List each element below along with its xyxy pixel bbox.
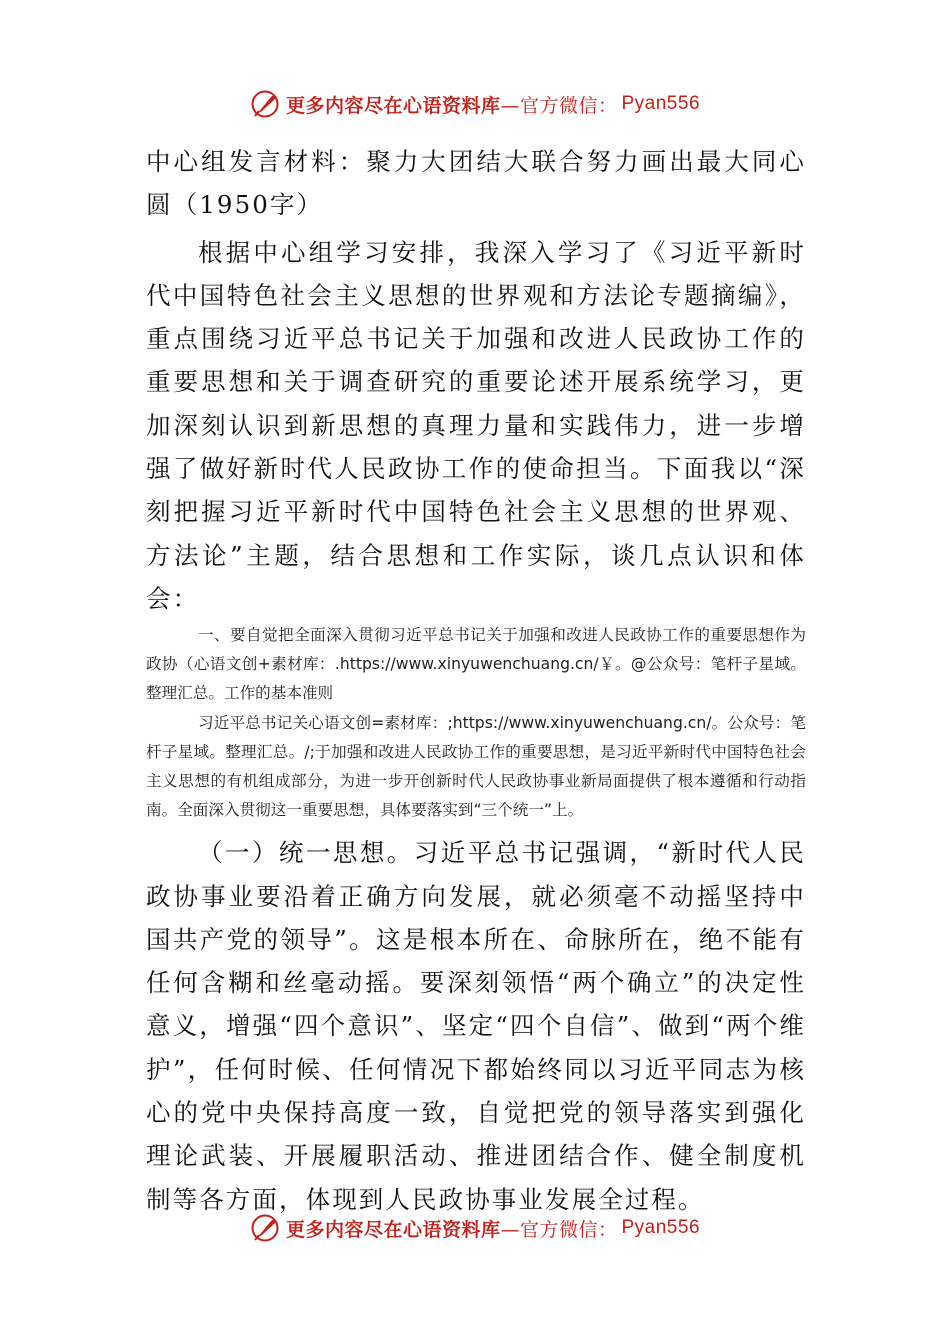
banner-text-id: Pyan556 — [621, 1217, 701, 1238]
subsection-paragraph-1: （一）统一思想。习近平总书记强调，“新时代人民政协事业要沿着正确方向发展，就必须毫不动摇坚持中国共产党的领导”。这是根本所在、命脉所在，绝不能有任何含糊和丝毫动摇。要深刻领悟“两个确立”的决定性意义，增强“四个意识”、坚定“四个自信”、做到“两个维护”，任何时候、任何情况下都始终同以习近平同志为核心的党中央保持高度一致，自觉把党的领导落实到强化理论武装、开展履职活动、推进团结合作、健全制度机制等各方面，体现到人民政协事业发展全过程。 — [146, 838, 806, 1214]
quill-logo-icon — [250, 89, 280, 119]
section-heading-1: 一、要自觉把全面深入贯彻习近平总书记关于加强和改进人民政协工作的重要思想作为政协（心语文创+素材库：.https://www.xinyuwenchuang.cn/￥。@公众号：笔杆子星域。整理汇总。工作的基本准则 — [146, 626, 806, 703]
banner-text-wechat: —官方微信： — [500, 94, 618, 117]
header-watermark-banner — [0, 84, 950, 124]
banner-text-library: 更多内容尽在心语资料库 — [285, 94, 501, 117]
banner-text-library: 更多内容尽在心语资料库 — [285, 1218, 501, 1241]
document-body — [146, 140, 806, 1221]
intro-paragraph: 根据中心组学习安排，我深入学习了《习近平新时代中国特色社会主义思想的世界观和方法论专题摘编》，重点围绕习近平总书记关于加强和改进人民政协工作的重要思想和关于调查研究的重要论述开展系统学习，更加深刻认识到新思想的真理力量和实践伟力，进一步增强了做好新时代人民政协工作的使命担当。下面我以“深刻把握习近平新时代中国特色社会主义思想的世界观、方法论”主题，结合思想和工作实际，谈几点认识和体会： — [146, 237, 806, 613]
banner-text-wechat: —官方微信： — [500, 1218, 618, 1241]
footer-watermark-banner — [0, 1208, 950, 1248]
document-title: 中心组发言材料：聚力大团结大联合努力画出最大同心圆（1950字） — [146, 147, 806, 220]
banner-text-id: Pyan556 — [621, 93, 701, 114]
section-paragraph-1: 习近平总书记关心语文创=素材库：;https://www.xinyuwenchuang.cn/。公众号：笔杆子星域。整理汇总。/;于加强和改进人民政协工作的重要思想，是习近平新时代中国特色社会主义思想的有机组成部分，为进一步开创新时代人民政协事业新局面提供了根本遵循和行动指南。全面深入贯彻这一重要思想，具体要落实到“三个统一”上。 — [146, 714, 806, 820]
quill-logo-icon — [250, 1213, 280, 1243]
